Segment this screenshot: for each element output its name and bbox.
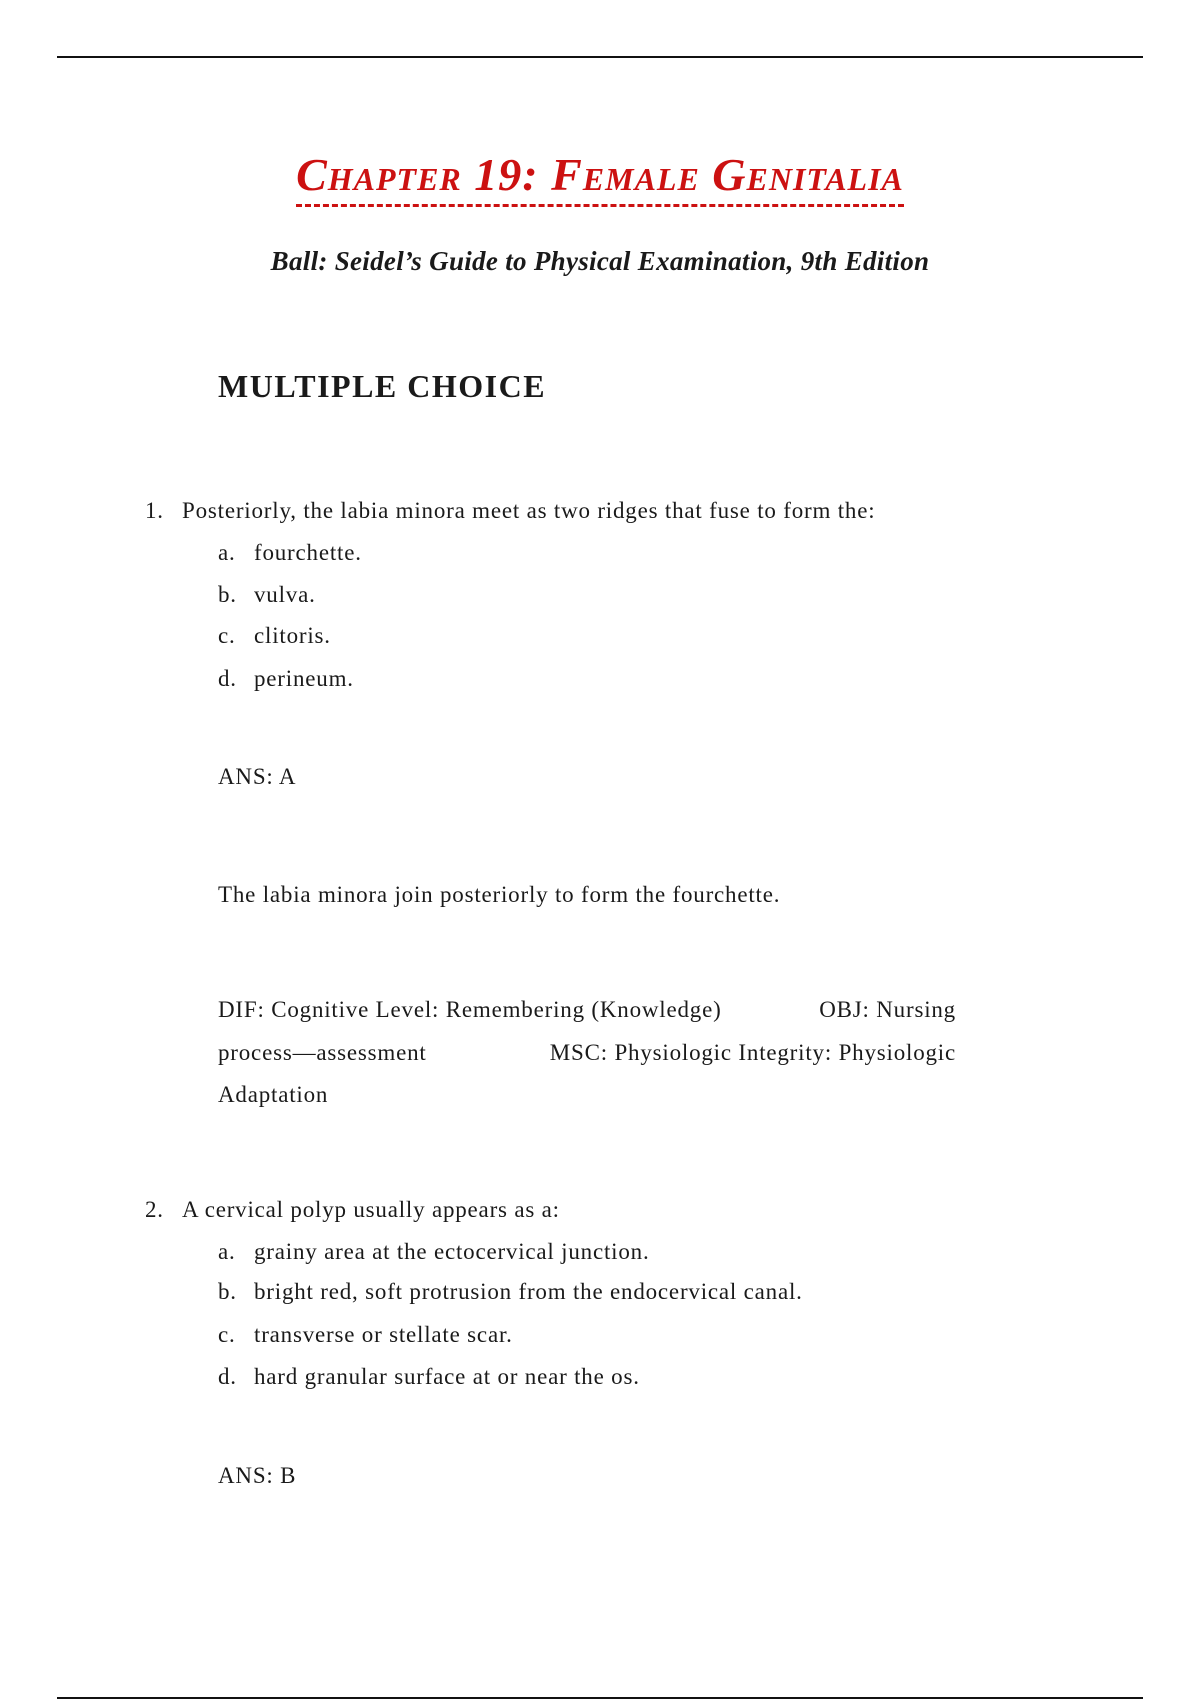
question-2-number: 2. — [145, 1197, 164, 1222]
question-2-option-a: grainy area at the ectocervical junction. — [254, 1239, 650, 1264]
question-1-obj: OBJ: Nursing — [819, 997, 956, 1022]
question-2-option-d-letter: d. — [218, 1364, 237, 1389]
question-2-option-b: bright red, soft protrusion from the endocervical canal. — [254, 1279, 803, 1304]
question-1-option-c: clitoris. — [254, 623, 331, 648]
question-1-answer: ANS: A — [218, 764, 297, 789]
question-2-option-a-letter: a. — [218, 1239, 236, 1264]
question-2-text: A cervical polyp usually appears as a: — [182, 1197, 560, 1222]
question-2-option-d: hard granular surface at or near the os. — [254, 1364, 640, 1389]
question-2-option-b-letter: b. — [218, 1279, 237, 1304]
question-1-option-b-letter: b. — [218, 582, 237, 607]
question-1-option-c-letter: c. — [218, 623, 236, 648]
question-1-number: 1. — [145, 498, 164, 523]
question-1-option-d-letter: d. — [218, 666, 237, 691]
question-2-option-c: transverse or stellate scar. — [254, 1322, 513, 1347]
question-1-option-b: vulva. — [254, 582, 316, 607]
top-rule — [57, 56, 1143, 58]
bottom-rule — [57, 1697, 1143, 1699]
question-1-text: Posteriorly, the labia minora meet as two ridges that fuse to form the: — [182, 498, 876, 523]
question-1-msc: MSC: Physiologic Integrity: Physiologic — [549, 1040, 956, 1065]
section-heading: MULTIPLE CHOICE — [218, 368, 547, 404]
question-1-meta-row-1 — [218, 995, 956, 1025]
question-1-option-a-letter: a. — [218, 540, 236, 565]
question-1-obj-continued: process—assessment — [218, 1040, 427, 1065]
question-1-msc-continued: Adaptation — [218, 1082, 329, 1107]
book-subtitle: Ball: Seidel’s Guide to Physical Examination, 9th Edition — [270, 246, 930, 276]
question-1-meta-row-2 — [218, 1038, 956, 1068]
question-1-option-a: fourchette. — [254, 540, 362, 565]
question-1-option-d: perineum. — [254, 666, 354, 691]
chapter-title: Chapter 19: Female Genitalia — [296, 148, 904, 207]
question-1-rationale: The labia minora join posteriorly to form the fourchette. — [218, 882, 781, 907]
question-1-dif: DIF: Cognitive Level: Remembering (Knowledge) — [218, 997, 722, 1022]
question-2-option-c-letter: c. — [218, 1322, 236, 1347]
question-2-answer: ANS: B — [218, 1463, 297, 1488]
chapter-title-container — [0, 148, 1200, 207]
